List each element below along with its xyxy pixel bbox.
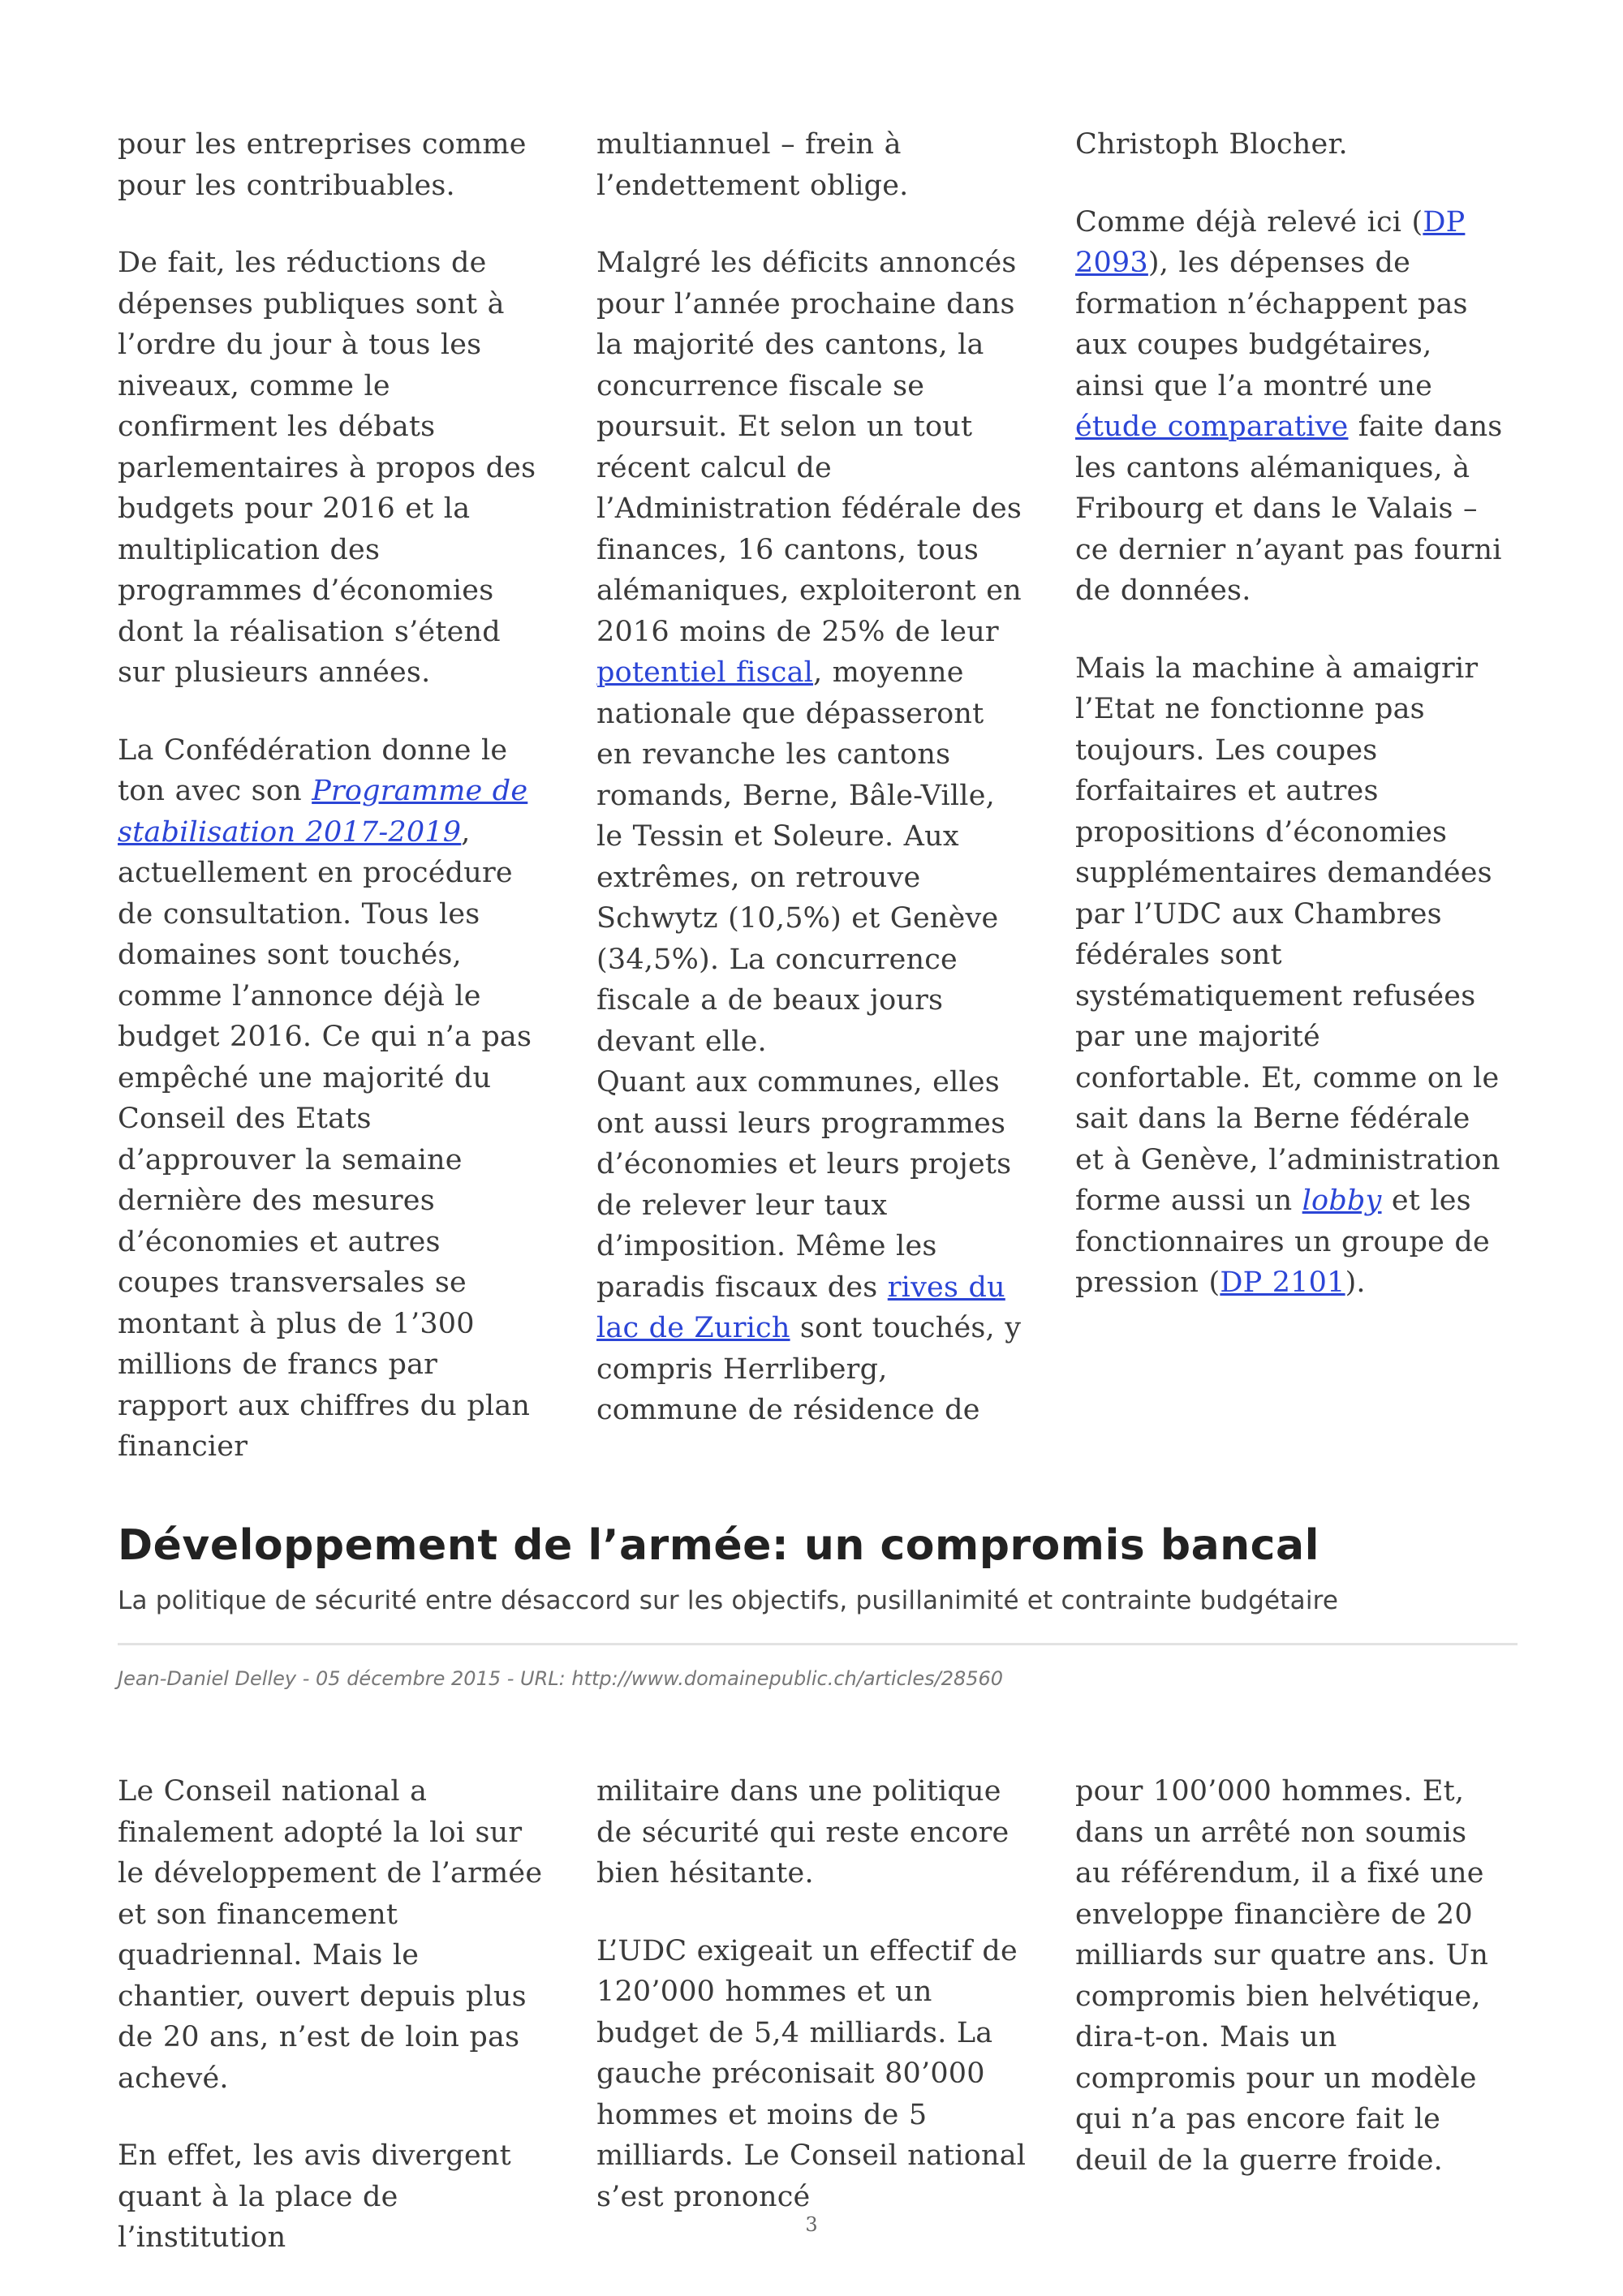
paragraph: multiannuel – frein à l’endettement oblige. <box>596 128 909 202</box>
paragraph-text: , actuellement en procédure de consultation. Tous les domaines sont touchés, comme l’annonce déjà le budget 2016. Ce qui n’a pas empêché une majorité du Conseil des Etats d’approuver la semaine dernière des mesures d’économies et autres coupes transversales se montant à plus de 1’300 millions de francs par rapport aux chiffres du plan financier <box>118 815 532 1463</box>
link-potentiel-fiscal[interactable]: potentiel fiscal <box>596 656 814 689</box>
paragraph: L’UDC exigeait un effectif de 120’000 hommes et un budget de 5,4 milliards. La gauche préconisait 80’000 hommes et moins de 5 milliards. Le Conseil national s’est prononcé <box>596 1934 1027 2213</box>
link-dp-2101[interactable]: DP 2101 <box>1220 1266 1345 1299</box>
paragraph-text: ). <box>1345 1266 1366 1299</box>
article-subtitle: La politique de sécurité entre désaccord sur les objectifs, pusillanimité et contrainte budgétaire <box>118 1586 1339 1615</box>
link-etude-comparative[interactable]: étude comparative <box>1075 411 1349 443</box>
article1-column-3 <box>1075 124 1505 1468</box>
article-title: Développement de l’armée: un compromis bancal <box>118 1521 1319 1570</box>
page-number: 3 <box>805 2213 818 2236</box>
paragraph: pour 100’000 hommes. Et, dans un arrêté non soumis au référendum, il a fixé une enveloppe financière de 20 milliards sur quatre ans. Un compromis bien helvétique, dira-t-on. Mais un compromis pour un modèle qui n’a pas encore fait le deuil de la guerre froide. <box>1075 1775 1489 2177</box>
paragraph-text: Comme déjà relevé ici ( <box>1075 205 1423 239</box>
header-divider <box>118 1643 1518 1645</box>
paragraph-text: sont touchés, y compris Herrliberg, commune de résidence de <box>596 1312 1022 1426</box>
article1-column-2 <box>596 124 1027 1468</box>
paragraph <box>118 730 548 1468</box>
article-meta: Jean-Daniel Delley - 05 décembre 2015 - URL: http://www.domainepublic.ch/articles/28560 <box>118 1667 1004 1690</box>
link-rives-lac-zurich[interactable]: rives du lac de Zurich <box>596 1271 1005 1344</box>
paragraph-text: , moyenne nationale que dépasseront en revanche les cantons romands, Berne, Bâle-Ville, le Tessin et Soleure. Aux extrêmes, on retrouve Schwytz (10,5%) et Genève (34,5%). La concurrence fiscale a de beaux jours devant elle. <box>596 656 999 1058</box>
article2-columns <box>118 1771 1518 2259</box>
paragraph-text: ), les dépenses de formation n’échappent pas aux coupes budgétaires, ainsi que l’a montré une <box>1075 247 1468 402</box>
paragraph: De fait, les réductions de dépenses publiques sont à l’ordre du jour à tous les niveaux, comme le confirment les débats parlementaires à propos des budgets pour 2016 et la multiplication des programmes d’économies dont la réalisation s’étend sur plusieurs années. <box>118 247 536 689</box>
link-programme-stabilisation[interactable]: Programme de stabilisation 2017-2019 <box>118 775 528 849</box>
paragraph-text: Malgré les déficits annoncés pour l’année prochaine dans la majorité des cantons, la concurrence fiscale se poursuit. Et selon un tout récent calcul de l’Administration fédérale des finances, 16 cantons, tous alémaniques, exploiteront en 2016 moins de 25% de leur <box>596 247 1022 648</box>
paragraph-text: Mais la machine à amaigrir l’Etat ne fonctionne pas toujours. Les coupes forfaitaires et autres propositions d’économies supplémentaires demandées par l’UDC aux Chambres fédérales sont systématiquement refusées par une majorité confortable. Et, comme on le sait dans la Berne fédérale et à Genève, l’administration forme aussi un <box>1075 651 1500 1217</box>
paragraph: Le Conseil national a finalement adopté la loi sur le développement de l’armée et son financement quadriennal. Mais le chantier, ouvert depuis plus de 20 ans, n’est de loin pas achevé. <box>118 1775 543 2095</box>
article1-column-1 <box>118 124 548 1468</box>
paragraph: pour les entreprises comme pour les contribuables. <box>118 128 527 202</box>
paragraph-text: et les fonctionnaires un groupe de pression ( <box>1075 1185 1490 1299</box>
paragraph-text: La Confédération donne le ton avec son <box>118 733 508 807</box>
paragraph-text: faite dans les cantons alémaniques, à Fribourg et dans le Valais – ce dernier n’ayant pas fourni de données. <box>1075 411 1503 607</box>
paragraph <box>596 1062 1027 1431</box>
article1-columns <box>118 124 1518 1468</box>
paragraph <box>1075 202 1505 612</box>
article2-column-3 <box>1075 1771 1505 2259</box>
link-lobby[interactable]: lobby <box>1302 1185 1382 1217</box>
paragraph <box>596 243 1027 1062</box>
paragraph: Christoph Blocher. <box>1075 128 1348 161</box>
article2-column-1 <box>118 1771 548 2259</box>
paragraph: En effet, les avis divergent quant à la place de l’institution <box>118 2139 511 2254</box>
link-dp-2093[interactable]: DP 2093 <box>1075 205 1466 279</box>
article2-header <box>118 1513 1518 1691</box>
paragraph-text: Quant aux communes, elles ont aussi leurs programmes d’économies et leurs projets de relever leur taux d’imposition. Même les paradis fiscaux des <box>596 1066 1012 1304</box>
paragraph <box>1075 648 1505 1304</box>
article2-column-2 <box>596 1771 1027 2259</box>
paragraph: militaire dans une politique de sécurité qui reste encore bien hésitante. <box>596 1775 1010 1890</box>
